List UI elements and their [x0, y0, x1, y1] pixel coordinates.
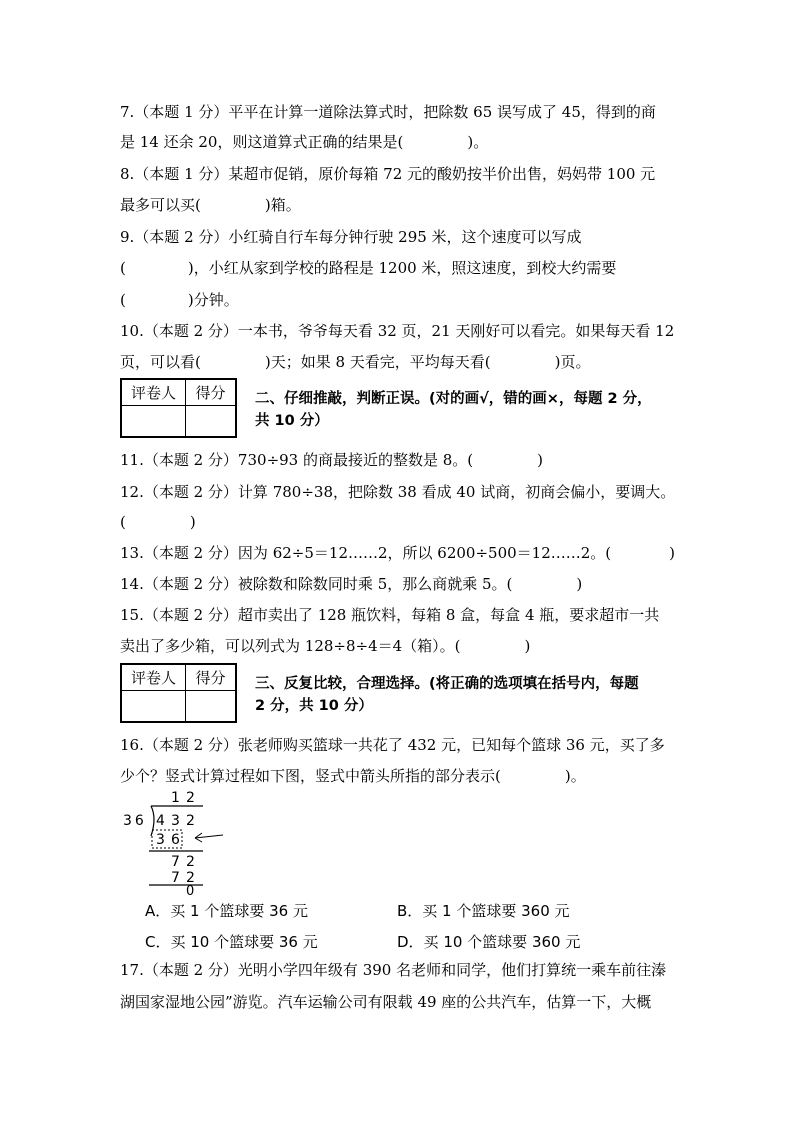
- q10-text-end: )页。: [554, 353, 591, 371]
- q9-paren-open: (: [120, 259, 126, 277]
- q16-option-d[interactable]: D．买 10 个篮球要 360 元: [397, 933, 581, 951]
- q8-text: 最多可以买(: [120, 196, 201, 214]
- q8-text-end: )箱。: [264, 196, 301, 214]
- q13-line: [120, 543, 675, 563]
- q8-line2: [120, 195, 301, 215]
- q12-line1: 12.（本题 2 分）计算 780÷38，把除数 38 看成 40 试商，初商会偏小，要调大。: [120, 483, 676, 501]
- grader-label: 评卷人: [122, 380, 186, 406]
- q7-line1: 7.（本题 1 分）平平在计算一道除法算式时，把除数 65 误写成了 45，得到的商: [120, 103, 656, 121]
- q15-paren-close: ): [524, 637, 531, 655]
- score-cell[interactable]: [186, 406, 235, 436]
- q16-text: 少个？竖式计算过程如下图，竖式中箭头所指的部分表示(: [120, 767, 501, 785]
- step1-digit-1: 3: [156, 832, 165, 848]
- q10-text-mid: )天；如果 8 天看完，平均每天看(: [264, 353, 491, 371]
- remainder-digit-2: 2: [186, 854, 195, 870]
- section3-heading-cont: 2 分，共 10 分）: [255, 698, 373, 714]
- division-bracket: [151, 806, 154, 836]
- q13-text: 13.（本题 2 分）因为 62÷5＝12……2，所以 6200÷500＝12……2。(: [120, 544, 612, 562]
- dividend-digit-1: 4: [156, 813, 165, 829]
- q11-text: 11.（本题 2 分）730÷93 的商最接近的整数是 8。(: [120, 451, 474, 469]
- final-remainder: 0: [186, 884, 195, 896]
- q12-paren-open: (: [120, 513, 126, 531]
- q9-paren-open-2: (: [120, 291, 126, 309]
- q17-line1: 17.（本题 2 分）光明小学四年级有 390 名老师和同学，他们打算统一乘车前往溱: [120, 961, 667, 979]
- q10-line1: 10.（本题 2 分）一本书，爷爷每天看 32 页，21 天刚好可以看完。如果每天看 12: [120, 322, 675, 340]
- q16-text-end: )。: [564, 767, 586, 785]
- section3-heading: 三、反复比较，合理选择。(将正确的选项填在括号内，每题: [255, 676, 639, 692]
- quotient-digit-1: 1: [171, 790, 180, 806]
- dividend-digit-2: 3: [171, 813, 180, 829]
- q10-text: 页，可以看(: [120, 353, 201, 371]
- divisor: 36: [123, 813, 147, 829]
- q14-paren-close: ): [576, 575, 583, 593]
- q9-line1: 9.（本题 2 分）小红骑自行车每分钟行驶 295 米，这个速度可以写成: [120, 228, 582, 246]
- q12-line2: [120, 512, 196, 532]
- q9-line2: [120, 258, 616, 278]
- quotient-digit-2: 2: [186, 790, 195, 806]
- q9-text: )，小红从家到学校的路程是 1200 米，照这速度，到校大约需要: [187, 259, 617, 277]
- q9-text-end: )分钟。: [187, 291, 239, 309]
- grader-box-section3: [120, 663, 237, 723]
- q16-option-a[interactable]: A．买 1 个篮球要 36 元: [145, 902, 308, 920]
- q17-line2: 湖国家湿地公园”游览。汽车运输公司有限载 49 座的公共汽车，估算一下，大概: [120, 993, 652, 1011]
- q13-paren-close: ): [669, 544, 676, 562]
- q9-line3: [120, 290, 239, 310]
- q8-line1: 8.（本题 1 分）某超市促销，原价每箱 72 元的酸奶按半价出售，妈妈带 100 元: [120, 165, 656, 183]
- q16-line2: [120, 766, 586, 786]
- q7-text: 是 14 还余 20，则这道算式正确的结果是(: [120, 133, 404, 151]
- q16-line1: 16.（本题 2 分）张老师购买篮球一共花了 432 元，已知每个篮球 36 元，买了多: [120, 736, 665, 754]
- section2-heading-cont: 共 10 分）: [255, 413, 329, 429]
- score-label: 得分: [186, 665, 235, 691]
- grader-cell[interactable]: [122, 406, 186, 436]
- q16-option-b[interactable]: B．买 1 个篮球要 360 元: [397, 902, 570, 920]
- q15-text: 卖出了多少箱，可以列式为 128÷8÷4＝4（箱）。(: [120, 637, 461, 655]
- q11-paren-close: ): [537, 451, 544, 469]
- long-division-figure: [115, 788, 235, 896]
- score-label: 得分: [186, 380, 235, 406]
- step2-digit-2: 2: [186, 870, 195, 886]
- q16-option-c[interactable]: C．买 10 个篮球要 36 元: [145, 933, 318, 951]
- q14-text: 14.（本题 2 分）被除数和除数同时乘 5，那么商就乘 5。(: [120, 575, 513, 593]
- grader-label: 评卷人: [122, 665, 186, 691]
- q12-paren-close: ): [189, 513, 196, 531]
- step1-digit-2: 6: [171, 832, 180, 848]
- dividend-digit-3: 2: [186, 813, 195, 829]
- q14-line: [120, 574, 582, 594]
- grader-box-section2: [120, 378, 237, 438]
- q10-line2: [120, 352, 591, 372]
- grader-cell[interactable]: [122, 691, 186, 721]
- remainder-digit-1: 7: [171, 854, 180, 870]
- score-cell[interactable]: [186, 691, 235, 721]
- step2-digit-1: 7: [171, 870, 180, 886]
- q7-text-end: )。: [467, 133, 489, 151]
- section2-heading: 二、仔细推敲，判断正误。(对的画√，错的画×，每题 2 分，: [255, 391, 652, 407]
- q11-line: [120, 450, 543, 470]
- q7-line2: [120, 132, 488, 152]
- q15-line2: [120, 636, 530, 656]
- q15-line1: 15.（本题 2 分）超市卖出了 128 瓶饮料，每箱 8 盒，每盒 4 瓶，要求超市一共: [120, 606, 660, 624]
